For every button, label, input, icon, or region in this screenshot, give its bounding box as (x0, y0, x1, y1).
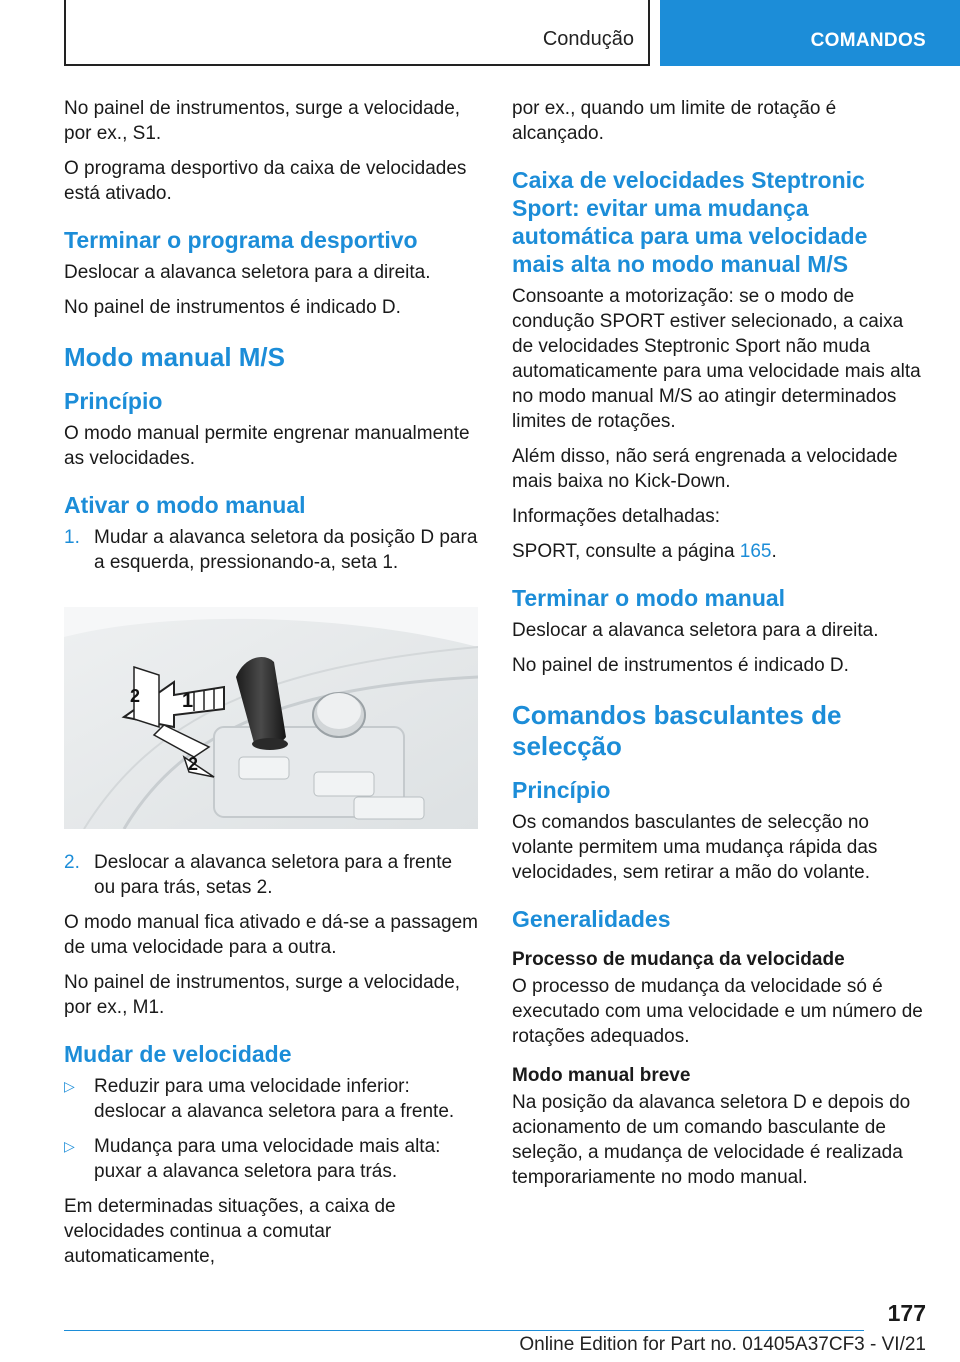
header-section-box (64, 0, 650, 66)
step-text: Mudar a alavanca seletora da posição D para a esquerda, pressionando-a, seta 1. (94, 527, 478, 573)
paragraph: Informações detalhadas: (512, 506, 721, 527)
page-number: 177 (887, 1300, 926, 1326)
arrow-label-2-upper: 2 (130, 686, 141, 706)
paragraph: No painel de instrumentos, surge a velocidade, por ex., M1. (64, 972, 461, 1018)
list-item-text: Reduzir para uma velocidade inferior: deslocar a alavanca seletora para a frente. (94, 1076, 455, 1122)
paragraph: Em determinadas situações, a caixa de velocidades continua a comutar automaticamente, (64, 1196, 396, 1267)
paragraph: No painel de instrumentos é indicado D. (64, 297, 401, 318)
paragraph: Consoante a motorização: se o modo de condução SPORT estiver selecionado, a caixa de velocidades Steptronic Sport não muda automaticamente para uma velocidade mais alta no modo manual M/S ao atingir determinados limites de rotações. (512, 286, 921, 432)
arrow-label-1: 1 (182, 690, 194, 712)
paragraph: Os comandos basculantes de selecção no volante permitem uma mudança rápida das velocidades, sem retirar a mão do volante. (512, 812, 878, 883)
edition-note: Online Edition for Part no. 01405A37CF3 - VI/21 (519, 1334, 926, 1355)
chapter-title: COMANDOS (810, 30, 926, 51)
section-title: Condução (542, 28, 634, 50)
heading-processo-mudanca: Processo de mudança da velocidade (512, 949, 845, 970)
paragraph: O modo manual fica ativado e dá-se a passagem de uma velocidade para a outra. (64, 912, 479, 958)
gear-selector-illustration (64, 607, 478, 829)
list-item-text: Mudança para uma velocidade mais alta: puxar a alavanca seletora para trás. (94, 1136, 441, 1182)
list-item (64, 1134, 478, 1184)
paragraph: O programa desportivo da caixa de velocidades está ativado. (64, 158, 467, 204)
step-number: 2. (64, 852, 80, 873)
footer-divider (64, 1330, 864, 1331)
left-column (64, 96, 478, 1279)
header-chapter-box (660, 0, 960, 66)
heading-modo-manual: Modo manual M/S (64, 342, 285, 372)
step-item (64, 525, 478, 575)
reference-suffix: . (771, 541, 777, 562)
list-item (64, 1074, 478, 1124)
step-item (64, 850, 478, 900)
paragraph: por ex., quando um limite de rotação é alcançado. (512, 98, 837, 144)
paragraph: O processo de mudança da velocidade só é executado com uma velocidade e um número de rotações adequados. (512, 976, 923, 1047)
triangle-bullet-icon: ▷ (64, 1138, 75, 1154)
heading-principio: Princípio (64, 388, 163, 414)
triangle-bullet-icon: ▷ (64, 1078, 75, 1094)
paragraph: No painel de instrumentos, surge a velocidade, por ex., S1. (64, 98, 461, 144)
paragraph: Deslocar a alavanca seletora para a direita. (512, 620, 879, 641)
heading-generalidades: Generalidades (512, 906, 671, 932)
paragraph: Deslocar a alavanca seletora para a direita. (64, 262, 431, 283)
arrow-label-2-lower: 2 (188, 754, 199, 774)
step-number: 1. (64, 527, 80, 548)
step-text: Deslocar a alavanca seletora para a frente ou para trás, setas 2. (94, 852, 453, 898)
paragraph: No painel de instrumentos é indicado D. (512, 655, 849, 676)
heading-terminar-modo-manual: Terminar o modo manual (512, 585, 786, 611)
paragraph: O modo manual permite engrenar manualmente as velocidades. (64, 423, 470, 469)
paragraph-cross-reference (512, 539, 926, 564)
reference-prefix: SPORT, consulte a página (512, 541, 740, 562)
heading-ativar-modo-manual: Ativar o modo manual (64, 492, 306, 518)
heading-modo-manual-breve: Modo manual breve (512, 1065, 691, 1086)
heading-principio: Princípio (512, 777, 611, 803)
heading-comandos-basculantes: Comandos basculantes de selecção (512, 700, 842, 761)
heading-mudar-velocidade: Mudar de velocidade (64, 1041, 292, 1067)
paragraph: Na posição da alavanca seletora D e depois do acionamento de um comando basculante de seleção, a mudança de velocidade é realizada temporariamente no modo manual. (512, 1092, 911, 1188)
right-column (512, 96, 926, 1200)
heading-caixa-steptronic-sport: Caixa de velocidades Steptronic Sport: evitar uma mudança automática para uma velocidade mais alta no modo manual M/S (512, 167, 868, 277)
paragraph: Além disso, não será engrenada a velocidade mais baixa no Kick-Down. (512, 446, 898, 492)
heading-terminar-programa-desportivo: Terminar o programa desportivo (64, 227, 418, 253)
page-link-165[interactable]: 165 (739, 541, 772, 562)
